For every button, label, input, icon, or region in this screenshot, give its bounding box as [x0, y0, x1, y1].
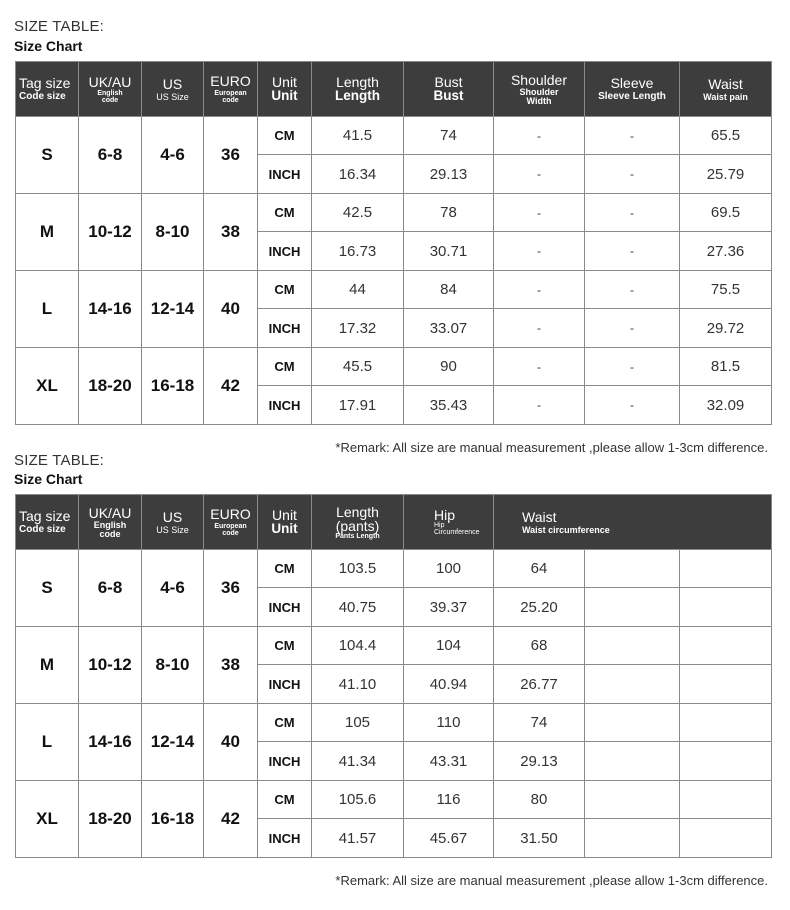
empty-cell — [680, 819, 772, 858]
size-label: XL — [16, 781, 79, 858]
empty-cell — [680, 665, 772, 704]
unit-label: INCH — [258, 309, 312, 348]
bust-value: 84 — [404, 271, 494, 309]
length-value: 44 — [312, 271, 404, 309]
size-label: S — [16, 550, 79, 627]
waist-value: 64 — [494, 550, 585, 588]
empty-cell — [585, 550, 680, 588]
table-header-row — [16, 62, 772, 117]
bust-value: 74 — [404, 117, 494, 155]
empty-cell — [680, 781, 772, 819]
unit-label: CM — [258, 550, 312, 588]
unit-label: CM — [258, 117, 312, 155]
unit-label: INCH — [258, 588, 312, 627]
header-uk-au: UK/AU English code — [79, 495, 142, 550]
waist-value: 25.20 — [494, 588, 585, 627]
header-waist: Waist Waist pain — [680, 62, 772, 117]
header-bust: Bust Bust — [404, 62, 494, 117]
empty-cell — [585, 665, 680, 704]
uk-au-value: 10-12 — [79, 194, 142, 271]
shoulder-value: - — [494, 117, 585, 155]
waist-value: 81.5 — [680, 348, 772, 386]
us-value: 16-18 — [142, 781, 204, 858]
hip-value: 40.94 — [404, 665, 494, 704]
empty-cell — [585, 704, 680, 742]
length-value: 16.73 — [312, 232, 404, 271]
waist-value: 68 — [494, 627, 585, 665]
waist-value: 25.79 — [680, 155, 772, 194]
length-value: 103.5 — [312, 550, 404, 588]
empty-cell — [585, 781, 680, 819]
uk-au-value: 14-16 — [79, 271, 142, 348]
waist-value: 74 — [494, 704, 585, 742]
sleeve-value: - — [585, 348, 680, 386]
shoulder-value: - — [494, 194, 585, 232]
bust-value: 29.13 — [404, 155, 494, 194]
empty-cell — [680, 704, 772, 742]
us-value: 4-6 — [142, 117, 204, 194]
size-label: S — [16, 117, 79, 194]
sleeve-value: - — [585, 309, 680, 348]
uk-au-value: 18-20 — [79, 348, 142, 425]
length-value: 104.4 — [312, 627, 404, 665]
size-table-title-1: SIZE TABLE: — [14, 18, 105, 35]
size-label: XL — [16, 348, 79, 425]
hip-value: 104 — [404, 627, 494, 665]
euro-value: 38 — [204, 627, 258, 704]
shoulder-value: - — [494, 155, 585, 194]
unit-label: INCH — [258, 386, 312, 425]
header-unit: Unit Unit — [258, 62, 312, 117]
table-row — [16, 550, 772, 588]
size-table-tops — [15, 61, 772, 425]
unit-label: CM — [258, 781, 312, 819]
waist-value: 65.5 — [680, 117, 772, 155]
uk-au-value: 18-20 — [79, 781, 142, 858]
us-value: 8-10 — [142, 627, 204, 704]
length-value: 17.91 — [312, 386, 404, 425]
euro-value: 40 — [204, 271, 258, 348]
length-value: 41.57 — [312, 819, 404, 858]
sleeve-value: - — [585, 117, 680, 155]
header-waist: Waist Waist circumference — [494, 495, 772, 550]
table-row — [16, 704, 772, 742]
shoulder-value: - — [494, 271, 585, 309]
us-value: 12-14 — [142, 271, 204, 348]
length-value: 41.5 — [312, 117, 404, 155]
shoulder-value: - — [494, 348, 585, 386]
unit-label: INCH — [258, 665, 312, 704]
waist-value: 29.13 — [494, 742, 585, 781]
waist-value: 27.36 — [680, 232, 772, 271]
uk-au-value: 14-16 — [79, 704, 142, 781]
bust-value: 90 — [404, 348, 494, 386]
unit-label: CM — [258, 627, 312, 665]
bust-value: 33.07 — [404, 309, 494, 348]
length-value: 105.6 — [312, 781, 404, 819]
size-label: L — [16, 271, 79, 348]
bust-value: 35.43 — [404, 386, 494, 425]
header-shoulder: Shoulder Shoulder Width — [494, 62, 585, 117]
shoulder-value: - — [494, 386, 585, 425]
bust-value: 30.71 — [404, 232, 494, 271]
waist-value: 31.50 — [494, 819, 585, 858]
hip-value: 100 — [404, 550, 494, 588]
us-value: 12-14 — [142, 704, 204, 781]
header-tag-size: Tag size Code size — [16, 495, 79, 550]
header-length: Length Length — [312, 62, 404, 117]
header-hip: Hip Hip Circumference — [404, 495, 494, 550]
empty-cell — [680, 627, 772, 665]
table-row — [16, 348, 772, 386]
empty-cell — [585, 627, 680, 665]
table-row — [16, 271, 772, 309]
us-value: 4-6 — [142, 550, 204, 627]
header-length-pants: Length (pants) Pants Length — [312, 495, 404, 550]
us-value: 8-10 — [142, 194, 204, 271]
header-euro: EURO European code — [204, 495, 258, 550]
bust-value: 78 — [404, 194, 494, 232]
length-value: 42.5 — [312, 194, 404, 232]
euro-value: 42 — [204, 348, 258, 425]
unit-label: INCH — [258, 742, 312, 781]
size-table-pants — [15, 494, 772, 858]
uk-au-value: 10-12 — [79, 627, 142, 704]
sleeve-value: - — [585, 155, 680, 194]
waist-value: 29.72 — [680, 309, 772, 348]
empty-cell — [585, 742, 680, 781]
sleeve-value: - — [585, 271, 680, 309]
length-value: 16.34 — [312, 155, 404, 194]
header-tag-size: Tag size Code size — [16, 62, 79, 117]
unit-label: INCH — [258, 819, 312, 858]
unit-label: INCH — [258, 232, 312, 271]
length-value: 17.32 — [312, 309, 404, 348]
header-us: US US Size — [142, 495, 204, 550]
table-row — [16, 781, 772, 819]
hip-value: 110 — [404, 704, 494, 742]
header-uk-au: UK/AU English code — [79, 62, 142, 117]
unit-label: CM — [258, 271, 312, 309]
hip-value: 43.31 — [404, 742, 494, 781]
shoulder-value: - — [494, 309, 585, 348]
waist-value: 75.5 — [680, 271, 772, 309]
euro-value: 42 — [204, 781, 258, 858]
hip-value: 116 — [404, 781, 494, 819]
euro-value: 40 — [204, 704, 258, 781]
hip-value: 39.37 — [404, 588, 494, 627]
empty-cell — [585, 588, 680, 627]
empty-cell — [680, 588, 772, 627]
shoulder-value: - — [494, 232, 585, 271]
table-row — [16, 117, 772, 155]
sleeve-value: - — [585, 232, 680, 271]
sleeve-value: - — [585, 386, 680, 425]
header-sleeve: Sleeve Sleeve Length — [585, 62, 680, 117]
empty-cell — [585, 819, 680, 858]
size-chart-subtitle-1: Size Chart — [14, 38, 83, 54]
empty-cell — [680, 550, 772, 588]
header-unit: Unit Unit — [258, 495, 312, 550]
euro-value: 38 — [204, 194, 258, 271]
unit-label: CM — [258, 704, 312, 742]
length-value: 41.34 — [312, 742, 404, 781]
size-chart-subtitle-2: Size Chart — [14, 471, 83, 487]
table-header-row — [16, 495, 772, 550]
uk-au-value: 6-8 — [79, 550, 142, 627]
waist-value: 32.09 — [680, 386, 772, 425]
euro-value: 36 — [204, 550, 258, 627]
table-row — [16, 194, 772, 232]
empty-cell — [680, 742, 772, 781]
hip-value: 45.67 — [404, 819, 494, 858]
waist-value: 26.77 — [494, 665, 585, 704]
euro-value: 36 — [204, 117, 258, 194]
unit-label: CM — [258, 348, 312, 386]
size-table-title-2: SIZE TABLE: — [14, 452, 105, 469]
unit-label: CM — [258, 194, 312, 232]
unit-label: INCH — [258, 155, 312, 194]
header-us: US US Size — [142, 62, 204, 117]
length-value: 45.5 — [312, 348, 404, 386]
length-value: 105 — [312, 704, 404, 742]
remark-note-1: *Remark: All size are manual measurement ,please allow 1-3cm difference. — [335, 440, 768, 455]
header-euro: EURO European code — [204, 62, 258, 117]
sleeve-value: - — [585, 194, 680, 232]
size-label: L — [16, 704, 79, 781]
size-label: M — [16, 194, 79, 271]
waist-value: 69.5 — [680, 194, 772, 232]
us-value: 16-18 — [142, 348, 204, 425]
table-row — [16, 627, 772, 665]
waist-value: 80 — [494, 781, 585, 819]
remark-note-2: *Remark: All size are manual measurement ,please allow 1-3cm difference. — [335, 873, 768, 888]
size-label: M — [16, 627, 79, 704]
uk-au-value: 6-8 — [79, 117, 142, 194]
length-value: 40.75 — [312, 588, 404, 627]
length-value: 41.10 — [312, 665, 404, 704]
